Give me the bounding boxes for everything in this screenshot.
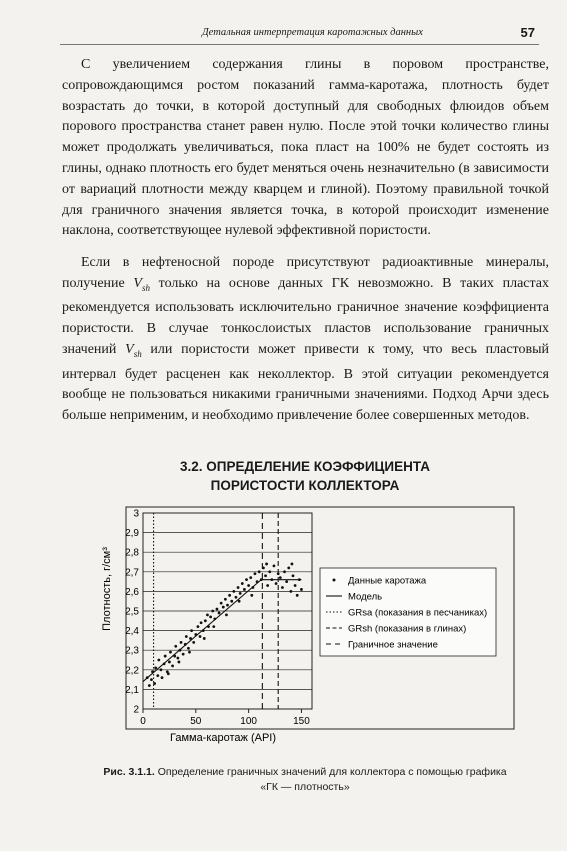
- y-tick-label: 2,9: [125, 528, 139, 540]
- data-point: [270, 578, 273, 581]
- data-point: [232, 590, 235, 593]
- data-point: [168, 661, 171, 664]
- y-tick-label: 2,3: [125, 645, 139, 657]
- data-point: [275, 582, 278, 585]
- data-point: [211, 610, 214, 613]
- figure-gr-density: [96, 497, 516, 755]
- data-point: [192, 641, 195, 644]
- data-point: [251, 586, 254, 589]
- data-point: [258, 570, 261, 573]
- data-point: [180, 641, 183, 644]
- data-point: [247, 584, 250, 587]
- data-point: [245, 578, 248, 581]
- x-tick-label: 50: [190, 716, 202, 727]
- data-point: [230, 600, 233, 603]
- x-axis-label: Гамма-каротаж (API): [169, 732, 277, 744]
- data-point: [206, 614, 209, 617]
- data-point: [169, 651, 172, 654]
- running-head: Детальная интерпретация каротажных данных: [202, 27, 423, 38]
- y-tick-label: 2,8: [125, 547, 139, 559]
- data-point: [164, 655, 167, 658]
- page-number: 57: [520, 25, 535, 40]
- data-point: [188, 651, 191, 654]
- gr-density-chart: [96, 497, 516, 755]
- data-point: [178, 661, 181, 664]
- data-point: [300, 588, 303, 591]
- data-point: [190, 629, 193, 632]
- data-point: [171, 664, 174, 667]
- section-heading-line-2: ПОРИСТОСТИ КОЛЛЕКТОРА: [210, 478, 400, 493]
- figure-caption: [100, 765, 510, 795]
- legend-label: GRsa (показания в песчаниках): [348, 607, 488, 619]
- paragraph-2-part-b: только на основе данных ГК невозможно. В таких пластах рекомендуется использовать исключительно граничное значение коэффициента пористости. В случае тонкослоистых пластов использование граничных значений: [62, 275, 549, 357]
- chart-legend: [320, 568, 496, 656]
- data-point: [254, 572, 257, 575]
- data-point: [222, 606, 225, 609]
- data-point: [256, 580, 259, 583]
- data-point: [203, 637, 206, 640]
- data-point: [249, 576, 252, 579]
- section-heading-line-1: 3.2. ОПРЕДЕЛЕНИЕ КОЭФФИЦИЕНТА: [180, 459, 430, 474]
- data-point: [167, 672, 170, 675]
- data-point: [250, 594, 253, 597]
- data-point: [294, 584, 297, 587]
- data-point: [176, 657, 179, 660]
- data-point: [239, 592, 242, 595]
- data-point: [199, 635, 202, 638]
- data-point: [212, 625, 215, 628]
- data-point: [179, 649, 182, 652]
- data-point: [156, 674, 159, 677]
- vsh-symbol-2: $V_{sh}$: [125, 341, 142, 359]
- data-point: [224, 598, 227, 601]
- data-point: [187, 647, 190, 650]
- data-point: [151, 670, 154, 673]
- data-point: [148, 684, 151, 687]
- x-tick-label: 0: [140, 716, 146, 727]
- data-point: [262, 566, 265, 569]
- data-point: [161, 676, 164, 679]
- data-point: [200, 621, 203, 624]
- data-point: [266, 584, 269, 587]
- data-point: [265, 563, 268, 566]
- data-point: [279, 576, 282, 579]
- data-point: [220, 602, 223, 605]
- data-point: [207, 625, 210, 628]
- data-point: [194, 633, 197, 636]
- paragraph-2: [62, 253, 549, 427]
- data-point: [235, 596, 238, 599]
- data-point: [157, 659, 160, 662]
- y-axis-label: Плотность, г/см³: [101, 547, 113, 631]
- data-point: [237, 586, 240, 589]
- caption-text: Определение граничных значений для коллектора с помощью графика «ГК — плотность»: [154, 766, 507, 793]
- data-point: [243, 588, 246, 591]
- data-point: [154, 666, 157, 669]
- x-tick-label: 100: [240, 716, 257, 727]
- data-point: [273, 565, 276, 568]
- legend-label: Граничное значение: [348, 639, 438, 651]
- section-heading: [160, 457, 450, 495]
- data-point: [218, 612, 221, 615]
- data-point: [241, 582, 244, 585]
- y-tick-label: 3: [133, 508, 139, 520]
- y-tick-label: 2: [133, 704, 139, 716]
- data-point: [185, 635, 188, 638]
- data-point: [213, 617, 216, 620]
- data-point: [174, 645, 177, 648]
- data-point: [283, 570, 286, 573]
- data-point: [264, 574, 267, 577]
- data-point: [204, 619, 207, 622]
- paragraph-1: С увеличением содержания глины в поровом пространстве, сопровождающимся ростом показаний гамма-каротажа, плотность будет возрастать до точки, в которой доступный для свободных флюидов объем порового пространства станет равен нулю. После этой точки количество глины может продолжать увеличиваться, пока пласт на 100% не будет состоять из глины, однако плотность его будет меняться очень незначительно (в зависимости от вариаций плотности между кварцем и глиной). Поэтому правильной точкой для граничного значения является точка, в которой происходит изменение наклона, соответствующее нулевой эффективной пористости.: [62, 57, 549, 239]
- data-point: [189, 637, 192, 640]
- y-tick-label: 2,6: [125, 586, 139, 598]
- data-point: [173, 655, 176, 658]
- y-tick-label: 2,7: [125, 567, 139, 579]
- y-tick-label: 2,4: [125, 626, 139, 638]
- data-point: [268, 570, 271, 573]
- data-point: [298, 578, 301, 581]
- y-tick-label: 2,2: [125, 665, 139, 677]
- data-point: [285, 580, 288, 583]
- y-tick-labels: [125, 509, 139, 716]
- data-point: [225, 614, 228, 617]
- data-point: [184, 643, 187, 646]
- legend-label: Данные каротажа: [348, 575, 427, 587]
- data-point: [209, 615, 212, 618]
- data-point: [296, 594, 299, 597]
- data-point: [260, 578, 263, 581]
- paragraph-2-part-c: или пористости может привести к тому, что весь пластовый интервал будет расценен как неколлектор. В этой ситуации рекомендуется вообще не пользоваться никакими граничными значениями. Подход Арчи здесь больше неприменим, и необходимо привлечение более совершенных методов.: [62, 341, 549, 424]
- data-point: [238, 600, 241, 603]
- data-point: [150, 678, 153, 681]
- paragraph-2-part-a: Если в нефтеносной породе присутствуют радиоактивные минералы, получение: [62, 255, 549, 291]
- y-tick-label: 2,5: [125, 606, 139, 618]
- data-point: [287, 566, 290, 569]
- legend-symbol-dot: [333, 579, 336, 582]
- data-point: [146, 676, 149, 679]
- page-header: [60, 26, 539, 45]
- data-point: [202, 629, 205, 632]
- vsh-symbol-1: $V_{sh}$: [133, 275, 150, 293]
- data-point: [292, 574, 295, 577]
- x-tick-labels: [140, 709, 310, 727]
- caption-label: Рис. 3.1.1.: [103, 766, 155, 778]
- data-point: [289, 590, 292, 593]
- chart-grid: [143, 513, 312, 709]
- data-point: [291, 563, 294, 566]
- legend-label: GRsh (показания в глинах): [348, 623, 467, 635]
- data-point: [182, 653, 185, 656]
- data-point: [160, 668, 163, 671]
- x-tick-label: 150: [293, 716, 310, 727]
- data-point: [226, 604, 229, 607]
- data-point: [216, 608, 219, 611]
- data-point: [281, 586, 284, 589]
- data-point: [277, 572, 280, 575]
- legend-label: Модель: [348, 591, 383, 603]
- data-point: [153, 682, 156, 685]
- y-tick-label: 2,1: [125, 684, 139, 696]
- data-point: [228, 594, 231, 597]
- data-point: [163, 663, 166, 666]
- data-points: [146, 563, 303, 687]
- data-point: [197, 625, 200, 628]
